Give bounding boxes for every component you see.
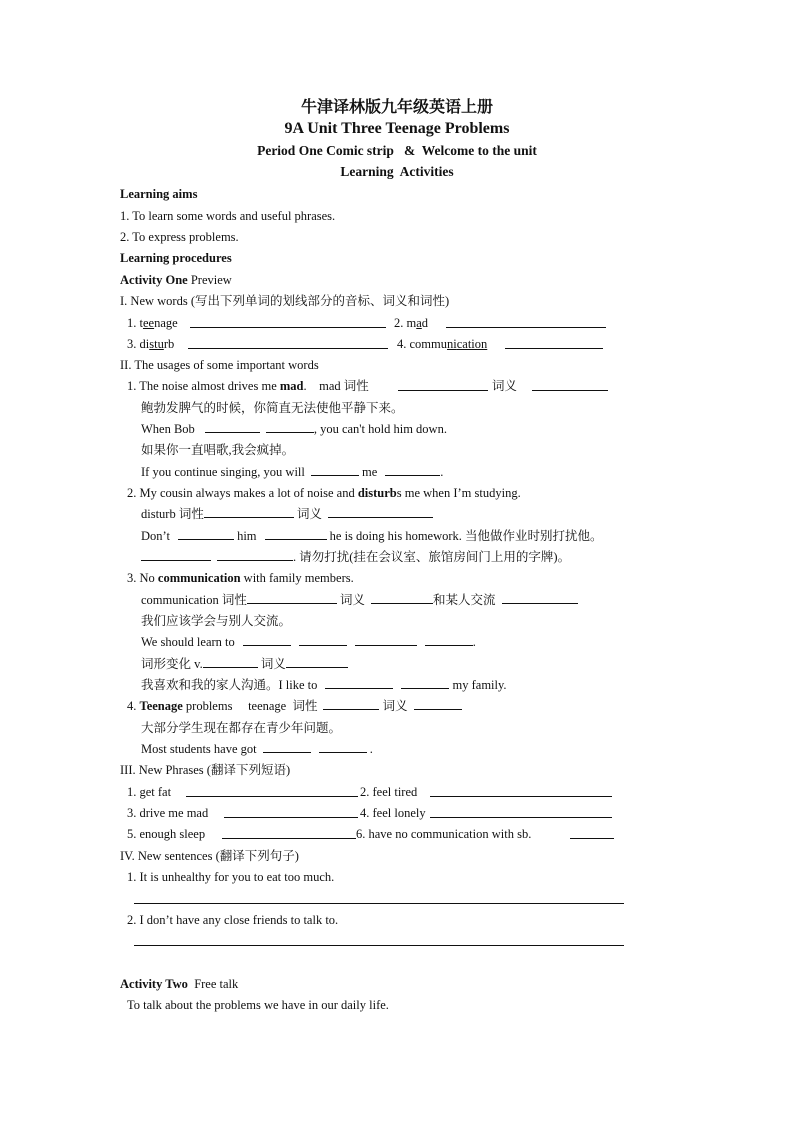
new-words-heading: I. New words (写出下列单词的划线部分的音标、词义和词性) xyxy=(120,294,450,308)
usage-3-sentence: 3. No communication with family members. xyxy=(127,571,354,585)
answer-blank[interactable] xyxy=(222,827,356,839)
usage-3-word-form: 词形变化 v. 词义 xyxy=(141,656,348,672)
aim-item-2: 2. To express problems. xyxy=(120,230,239,244)
usages-heading: II. The usages of some important words xyxy=(120,358,319,372)
word-mad: 2. mad xyxy=(394,316,429,330)
answer-blank[interactable] xyxy=(398,379,488,391)
usage-4-chinese-1: 大部分学生现在都存在青少年问题。 xyxy=(141,721,342,735)
answer-blank[interactable] xyxy=(190,316,386,328)
procedures-heading: Learning procedures xyxy=(120,251,232,265)
usage-4-sentence: 4. Teenage problems teenage 词性 词义 xyxy=(127,698,462,714)
title-period: Period One Comic strip & Welcome to the unit xyxy=(257,143,537,158)
answer-line[interactable] xyxy=(134,903,624,904)
answer-blank[interactable] xyxy=(446,316,606,328)
activity-one-heading: Activity One Preview xyxy=(120,273,232,287)
answer-blank[interactable] xyxy=(186,785,358,797)
usage-1-meaning-label: 词义 xyxy=(492,379,518,393)
answer-blank[interactable] xyxy=(532,379,608,391)
phrase-3: 3. drive me mad xyxy=(127,806,209,820)
usage-2-example: Don’t him he is doing his homework. 当他做作业时别打扰他。 xyxy=(141,529,603,543)
title-activities: Learning Activities xyxy=(340,164,454,179)
activity-two-text: To talk about the problems we have in our daily life. xyxy=(127,998,389,1012)
usage-1-sentence: 1. The noise almost drives me mad. mad 词性 xyxy=(127,379,369,393)
sentence-2: 2. I don’t have any close friends to talk to. xyxy=(127,913,339,927)
answer-blank[interactable] xyxy=(224,806,358,818)
answer-blank[interactable] xyxy=(505,337,603,349)
word-teenage: 1. teenage xyxy=(127,316,178,330)
word-disturb: 3. disturb xyxy=(127,337,175,351)
activity-one-label: Activity One xyxy=(120,273,188,287)
sentences-heading: IV. New sentences (翻译下列句子) xyxy=(120,849,299,863)
answer-blank[interactable] xyxy=(570,827,614,839)
usage-2-sign: . 请勿打扰(挂在会议室、旅馆房间门上用的字牌)。 xyxy=(141,549,570,565)
usage-1-chinese-1: 鲍勃发脾气的时候，你简直无法使他平静下来。 xyxy=(141,401,404,415)
answer-blank[interactable] xyxy=(430,785,612,797)
title-unit: 9A Unit Three Teenage Problems xyxy=(284,120,510,137)
phrase-1: 1. get fat xyxy=(127,785,172,799)
title-chinese: 牛津译林版九年级英语上册 xyxy=(300,97,493,116)
sentence-1: 1. It is unhealthy for you to eat too much. xyxy=(127,870,335,884)
usage-2-pos: disturb 词性 词义 xyxy=(141,506,433,522)
usage-3-pos: communication 词性 词义 和某人交流 xyxy=(141,592,578,608)
phrase-2: 2. feel tired xyxy=(360,785,418,799)
word-communication: 4. communication xyxy=(397,337,488,351)
usage-1-example-2: If you continue singing, you will me . xyxy=(141,465,444,479)
phrase-5: 5. enough sleep xyxy=(127,827,206,841)
phrase-6: 6. have no communication with sb. xyxy=(356,827,532,841)
usage-1-chinese-2: 如果你一直唱歌,我会疯掉。 xyxy=(141,443,295,457)
phrases-heading: III. New Phrases (翻译下列短语) xyxy=(120,763,291,777)
usage-3-example-2: 我喜欢和我的家人沟通。I like to my family. xyxy=(141,678,507,692)
answer-blank[interactable] xyxy=(188,337,388,349)
usage-3-chinese-1: 我们应该学会与别人交流。 xyxy=(141,614,292,628)
usage-4-example: Most students have got . xyxy=(141,742,373,756)
aim-item-1: 1. To learn some words and useful phrases. xyxy=(120,209,336,223)
phrase-4: 4. feel lonely xyxy=(360,806,426,820)
activity-two-heading: Activity Two Free talk xyxy=(120,977,239,991)
usage-3-example-1: We should learn to . xyxy=(141,635,476,649)
activity-two-label: Activity Two xyxy=(120,977,188,991)
answer-line[interactable] xyxy=(134,945,624,946)
aims-heading: Learning aims xyxy=(120,187,198,201)
usage-2-sentence: 2. My cousin always makes a lot of noise and disturbs me when I’m studying. xyxy=(127,486,521,500)
answer-blank[interactable] xyxy=(430,806,612,818)
usage-1-example-1: When Bob , you can't hold him down. xyxy=(141,422,447,436)
